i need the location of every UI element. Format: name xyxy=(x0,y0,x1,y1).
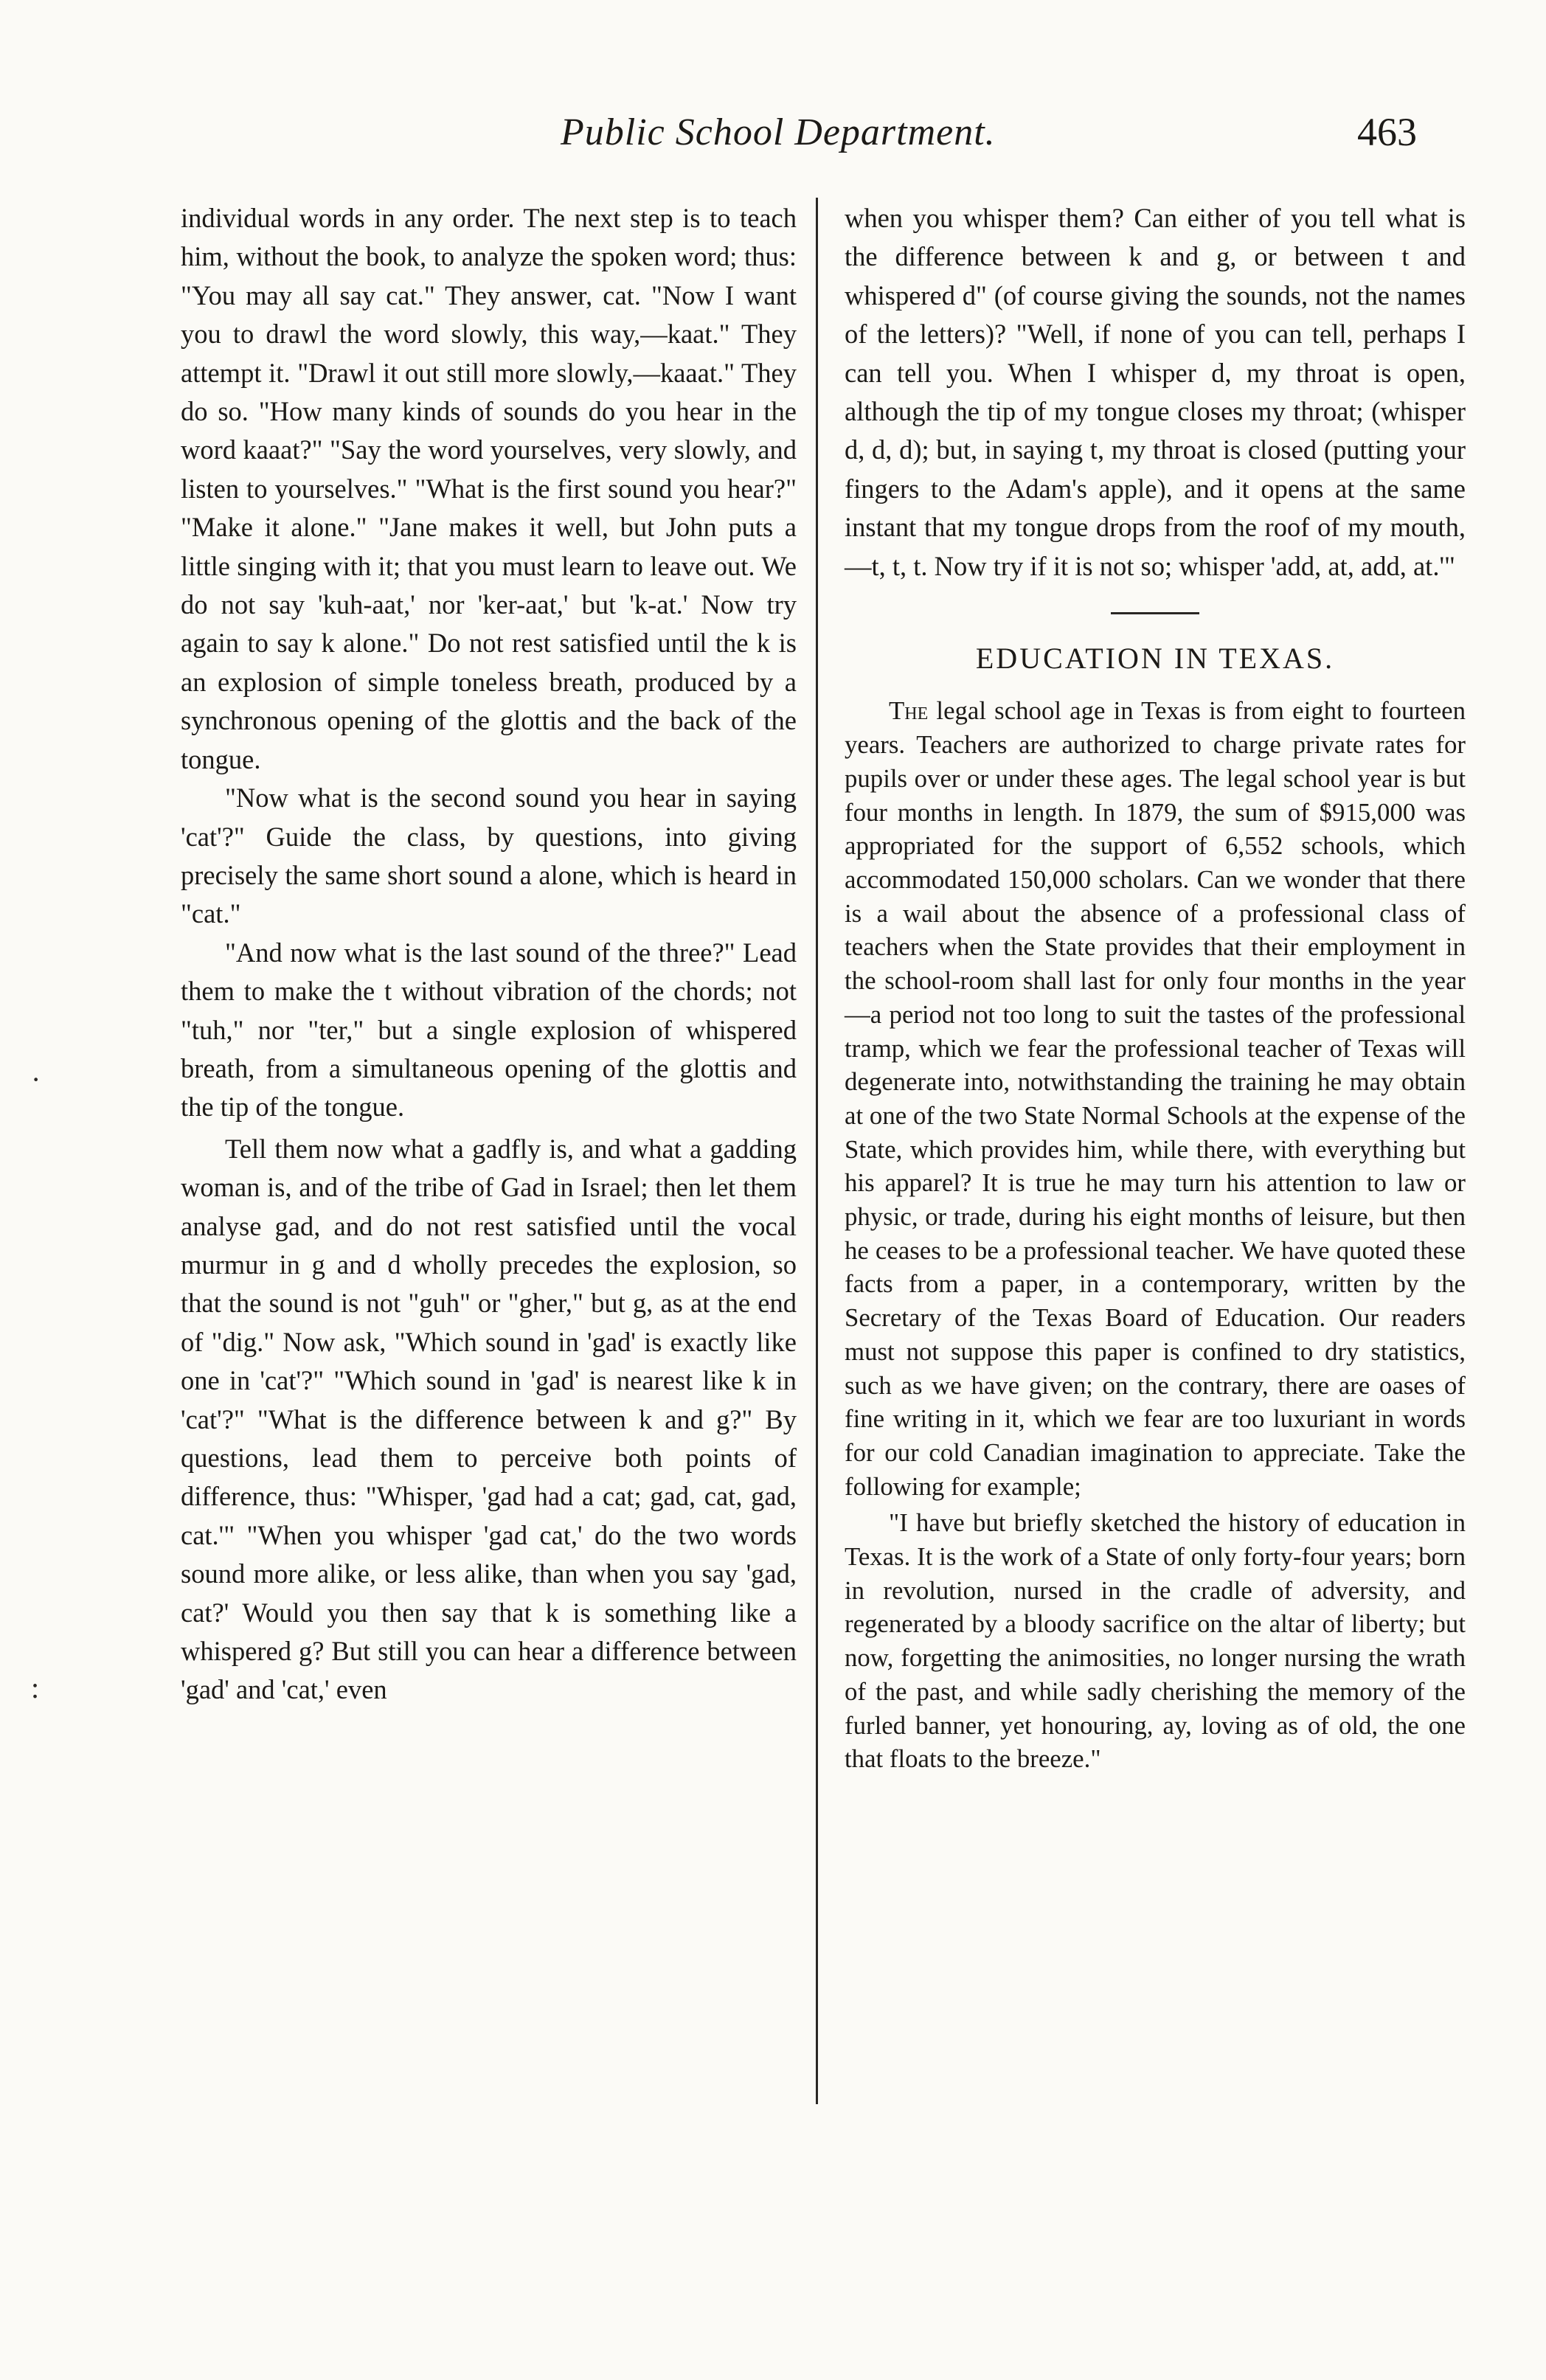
right-column xyxy=(845,199,1466,1776)
page-number: 463 xyxy=(1357,110,1417,154)
paragraph-text: legal school age in Texas is from eight to fourteen years. Teachers are authorized to charge private rates for pupils over or under these ages. The legal school year is but four months in length. In 1879, the sum of $915,000 was appropriated for the support of 6,552 schools, which accommodated 150,000 scholars. Can we wonder that there is a wail about the absence of a professional class of teachers when the State provides that their employment in the school-room shall last for only four months in the year—a period not too long to suit the tastes of the professional tramp, which we fear the professional teacher of Texas will degenerate into, notwithstanding the training he may obtain at one of the two State Normal Schools at the expense of the State, which provides him, while there, with everything but his apparel? It is true he may turn his attention to law or physic, or trade, during his eight months of leisure, but then he ceases to be a professional teacher. We have quoted these facts from a paper, in a contemporary, written by the Secretary of the Texas Board of Education. Our readers must not suppose this paper is confined to dry statistics, such as we have given; on the contrary, there are oases of fine writing in it, which we fear are too luxuriant in words for our cold Canadian imagination to appreciate. Take the following for example; xyxy=(845,696,1466,1501)
running-title: Public School Department. xyxy=(561,111,996,153)
paragraph: individual words in any order. The next step is to teach him, without the book, to analyze the spoken word; thus: "You may all say cat." They answer, cat. "Now I want you to drawl the word slowly, this way,—kaat." They attempt it. "Drawl it out still more slowly,—kaaat." They do so. "How many kinds of sounds do you hear in the word kaaat?" "Say the word yourselves, very slowly, and listen to yourselves." "What is the first sound you hear?" "Make it alone." "Jane makes it well, but John puts a little singing with it; that you must learn to leave out. We do not say 'kuh-aat,' nor 'ker-aat,' but 'k-at.' Now try again to say k alone." Do not rest satisfied until the k is an explosion of simple toneless breath, produced by a synchronous opening of the glottis and the back of the tongue. xyxy=(181,203,797,774)
section-divider xyxy=(1111,612,1199,614)
left-column xyxy=(181,199,797,1710)
paragraph: Tell them now what a gadfly is, and what a gadding woman is, and of the tribe of Gad in Israel; then let them analyse gad, and do not rest satisfied until the vocal murmur in g and d wholly precedes the explosion, so that the sound is not "guh" or "gher," but g, as at the end of "dig." Now ask, "Which sound in 'gad' is exactly like one in 'cat'?" "Which sound in 'gad' is nearest like k in 'cat'?" "What is the difference between k and g?" By questions, lead them to perceive both points of difference, thus: "Whisper, 'gad had a cat; gad, cat, gad, cat.'" "When you whisper 'gad cat,' do the two words sound more alike, or less alike, than when you say 'gad, cat?' Would you then say that k is something like a whispered g? But still you can hear a difference between 'gad' and 'cat,' even xyxy=(181,1133,797,1705)
quotation: "I have but briefly sketched the history of education in Texas. It is the work of a State of only forty-four years; born in revolution, nursed in the cradle of adversity, and regenerated by a bloody sacrifice on the altar of liberty; but now, forgetting the animosities, no longer nursing the wrath of the past, and while sadly cherishing the memory of the furled banner, yet honouring, ay, loving as of old, the one that floats to the breeze." xyxy=(845,1508,1466,1774)
section-title: EDUCATION IN TEXAS. xyxy=(975,642,1335,676)
margin-mark: · xyxy=(31,1063,41,1096)
paragraph: when you whisper them? Can either of you tell what is the difference between k and g, or between t and whispered d" (of course giving the sounds, not the names of the letters)? "Well, if none of you can tell, perhaps I can tell you. When I whisper d, my throat is open, although the tip of my tongue closes my throat; (whisper d, d, d); but, in saying t, my throat is closed (putting your fingers to the Adam's apple), and it opens at the same instant that my tongue drops from the roof of my mouth,—t, t, t. Now try if it is not so; whisper 'add, at, add, at.'" xyxy=(845,203,1466,581)
paragraph xyxy=(845,694,1466,1503)
column-divider xyxy=(816,198,818,2104)
paragraph: "Now what is the second sound you hear in saying 'cat'?" Guide the class, by questions, into giving precisely the same short sound a alone, which is heard in "cat." xyxy=(181,783,797,929)
paragraph: "And now what is the last sound of the three?" Lead them to make the t without vibration of the chords; not "tuh," nor "ter," but a single explosion of whispered breath, from a simultaneous opening of the glottis and the tip of the tongue. xyxy=(181,937,797,1123)
article-body xyxy=(845,694,1466,1776)
margin-mark: : xyxy=(31,1671,40,1704)
lead-word: The xyxy=(889,696,929,726)
